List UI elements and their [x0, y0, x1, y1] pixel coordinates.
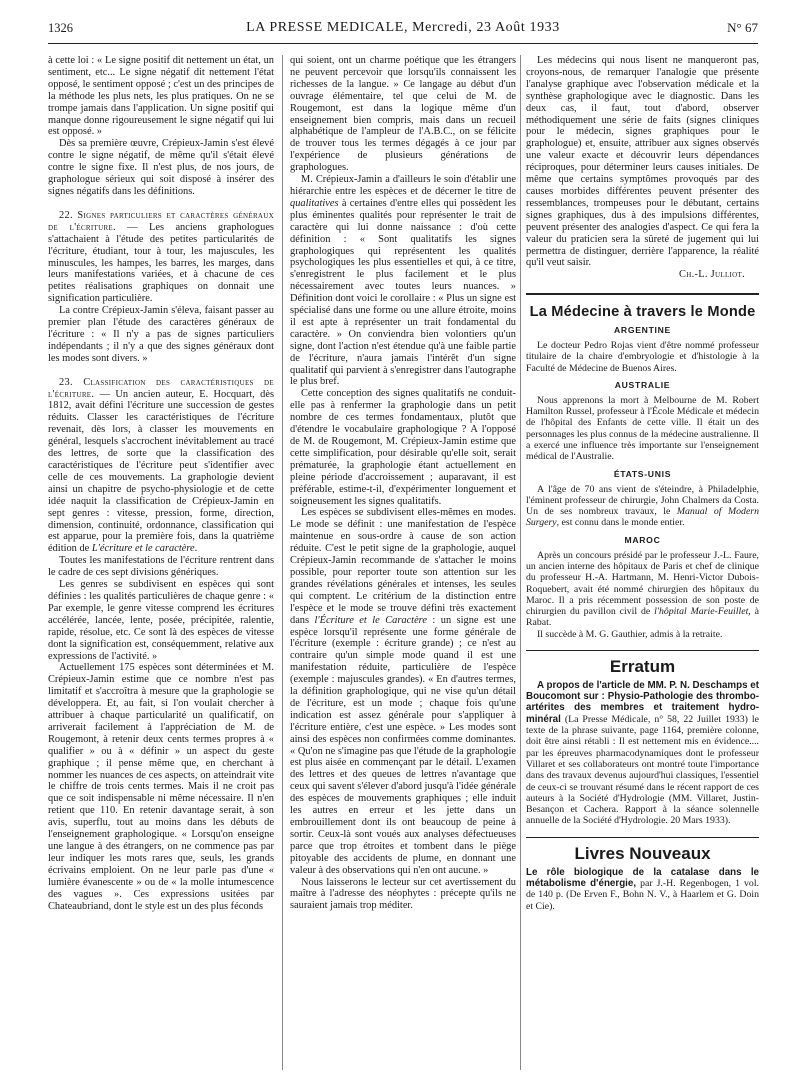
- section-title-monde: La Médecine à travers le Monde: [529, 304, 756, 321]
- paragraph-text: Les espèces se subdivisent elles-mêmes en modes. Le mode se définit : une manifestation de l'espèce maintenue en sous-ordre à cause de son action réduite. C'est le petit signe de la graphologie, auquel Crépieux-Jamin recommande de s'attacher le moins possible, pour reporter toute son attention sur les grandes révélations générales et intenses, les seules qui comptent. Le critérium de la distinction entre l'espèce et le mode se trouve défini très exactement dans: [290, 507, 516, 626]
- paragraph: Actuellement 175 espèces sont déterminées et M. Crépieux-Jamin estime que ce nombre n'est pas limitatif et s'accroîtra à mesure que la graphologie se développera. Et, au fait, si l'on voulait chercher à attribuer à chaque particularité un qualificatif, on arriverait facilement à l'appréciation de M. de Rougemont, à retenir deux cents termes propres à « qualifier » ou à « définir » un aspect du geste graphique ; il pense même que, en cherchant à nommer les nuances de ces aspects, on atteindrait vite le chiffre de trois cents termes. Mais il ne croit pas que ce soit indispensable ni même nécessaire. Il n'en retient que 110. En retenir davantage serait, à son avis, superflu, tout au moins dans les débuts de l'enseignement graphologique. « Lorsqu'on enseigne une langue à des étrangers, on ne commence pas par leur indiquer les mots rares que, seuls, les grands écrivains emploient. On ne leur parle pas d'une « lumière évanescente » ou de « la molle intumescence des vagues ». Ces expressions usitées par Chateaubriand, dont le style est un des plus féconds: [48, 662, 274, 912]
- section-title-erratum: Erratum: [609, 656, 676, 676]
- book-lead: Le rôle biologique de la catalase dans le métabolisme d'énergie,: [526, 866, 759, 889]
- paragraph-text: (La Presse Médicale, n° 58, 22 Juillet 1933) le texte de la phrase suivante, page 1164, première colonne, doit être ainsi rétabli : Il est nettement mis en évidence.... par les épreuves pharmacodynamiques dont le professeur Villaret et ses collaborateurs ont montré toute l'importance dans des travaux devenus aujourd'hui classiques, l'essentiel de ceux-ci se trouvant résumé dans le récent rapport de ces auteurs à la Société d'Hydrologie (MM. Villaret, Justin-Besançon et Cachera. Rapport à la séance solennelle annuelle de la Société d'Hydrologie. 20 Mars 1933).: [526, 713, 759, 827]
- paragraph-text: à certaines d'entre elles qui possèdent les plus éminentes qualités pour représenter le trait de caractère qui lui donne naissance : d'où cette définition : « Sont qualitatifs les signes graphologiques qui représentent les qualités psychologiques les plus essentielles et qui, à ce titre, s'enregistrent le plus facilement et le plus nécessairement avec toutes leurs nuances. » Définition dont voici le corollaire : « Plus un signe est spécialisé dans une forme ou une allure étroite, moins il est apte à représenter un trait fondamental du caractère. » On conviendra bien volontiers qu'un signe, dont l'action n'est étendue qu'à une faible partie de l'écriture, n'aura jamais l'intérêt d'un signe qualitatif qui parvient à s'enregistrer dans l'autographe le plus bref.: [290, 197, 516, 388]
- page-number: 1326: [48, 21, 73, 35]
- country-heading: ÉTATS-UNIS: [613, 468, 672, 479]
- issue-number: N° 67: [727, 20, 758, 35]
- paragraph-text: , est connu dans le monde entier.: [556, 517, 685, 529]
- paragraph: [48, 210, 274, 305]
- paragraph-text: A l'âge de 70 ans vient de s'éteindre, à Philadelphie, l'éminent professeur de chirurgie, John Chalmers da Costa. Un de ses nombreux travaux, le: [526, 483, 759, 518]
- paragraph-text: : un signe est une espèce lorsqu'il représente une forme générale de l'écriture (exemple : écriture grande) ; ce n'est au contraire qu'un simple mode quand il est une manifestation réduite, particulière de l'espèce (exemple : majuscules grandes). « En d'autres termes, la définition graphologique, qui ne vise qu'un détail de l'écriture, est un mode ; chaque fois qu'une indication est assez générale pour s'appliquer à l'écriture entière, c'est une espèce. » Les modes sont ainsi des espèces non confirmées comme dominantes. « Qu'on ne s'imagine pas que l'étude de la graphologie est plus aisée en commençant par le détail. L'examen des lettres et des queues de lettres n'avantage que ceux qui savent s'élever d'abord jusqu'à l'idée générale des espèces de mouvements graphiques ; elle induit les autres en erreur et les jette dans un embrouillement dont ils ont beaucoup de peine à sortir. Ceux-là sont voués aux analyses défectueuses parce que trop étroites et tombent dans le piège pitoyable des accidents de plume, en donnant une valeur à des observations qui n'en ont aucune. »: [290, 614, 516, 876]
- journal-title: LA PRESSE MEDICALE, Mercredi, 23 Août 1933: [246, 20, 560, 35]
- section-separator: [526, 650, 759, 651]
- book-entry: [526, 867, 759, 912]
- column-1: [48, 55, 274, 912]
- paragraph-text: Après un concours présidé par le professeur J.-L. Faure, un ancien interne des hôpitaux de Paris et chef de clinique du professeur H.-A. Hartmann, M. Henri-Victor Dubois-Roquebert, avait été nommé chirurgien des hôpitaux du Maroc. Il a pris récemment possession de son poste de chirurgien du pavillon civil de: [526, 549, 759, 618]
- paragraph: [290, 174, 516, 388]
- section-separator: [526, 837, 759, 838]
- author-signature: Ch.-L. Julliot.: [679, 269, 745, 281]
- page-header: [48, 21, 758, 43]
- paragraph-text: M. Crépieux-Jamin a d'ailleurs le soin d'établir une hiérarchie entre les espèces et de décerner le titre de: [290, 174, 516, 197]
- emphasis: qualitatives: [290, 197, 339, 209]
- paragraph: qui soient, ont un charme poétique que les étrangers ne peuvent percevoir que lorsqu'ils connaissent les richesses de la langue. » Ce langage au début d'un ouvrage élémentaire, tel que celui de M. de Rougemont, est dans la logique même d'un enseignement bien compris, mais dans un recueil alphabétique de l'ampleur de l'A.B.C., on se félicite de trouver tous les termes dégagés à ce jour par l'expérience de plusieurs générations de graphologues.: [290, 55, 516, 174]
- paragraph: Dès sa première œuvre, Crépieux-Jamin s'est élevé contre le signe négatif, de même qu'il s'était élevé contre le signe fixe. Il n'est plus, de nos jours, de graphologue sérieux qui soit disposé à insérer des signes négatifs dans les définitions.: [48, 138, 274, 197]
- news-item: Il succède à M. G. Gauthier, admis à la retraite.: [537, 628, 723, 640]
- paragraph-text: , à Rabat.: [526, 606, 759, 629]
- paragraph-text: — Un ancien auteur, E. Hocquart, dès 1812, avait défini l'écriture une succession de gestes réduits. Classer les caractéristiques de l'écriture revenait, dès lors, à classer les mouvements en général, lesquels s'accrochent inévitablement au tracé des lettres, de sorte que la classification des caractéristiques de l'écriture peut s'identifier avec celle de ces mouvements. La graphologie devient ainsi un chapitre de psycho-physiologie et de cette idée naquit la classification de Crépieux-Jamin en sept genres : vitesse, pression, forme, direction, dimension, continuité, ordonnance, classification qui est apparue, pour la première fois, dans la quatrième édition de: [48, 388, 274, 555]
- paragraph: Les genres se subdivisent en espèces qui sont définies : les qualités particulières de chaque genre : « Par exemple, le genre vitesse comprend les écritures accélérée, lancée, lente, posée, précipitée, ralentie, rapide, résolue, etc. Ce sont là des espèces de vitesse dont la signification est, conséquemment, relative aux expressions de l'activité. »: [48, 579, 274, 662]
- country-heading: MAROC: [624, 534, 661, 545]
- paragraph-text: — Les anciens graphologues s'attachaient à l'étude des petites particularités de l'écriture, étudiant, tour à tour, les majuscules, les minuscules, les hampes, les barres, les marges, dans leurs manifestations variées, et à chacune de ces petites réalisations graphiques on donnait une signification particulière.: [48, 221, 274, 305]
- column-3: [526, 55, 759, 912]
- news-item: Le docteur Pedro Rojas vient d'être nommé professeur titulaire de la chaire d'embryologie et d'histologie à la Faculté de Médecine de Buenos Aires.: [526, 340, 759, 374]
- book-title: Manual of Modern Surgery: [526, 506, 760, 529]
- book-title: L'écriture et le caractère: [91, 543, 195, 555]
- column-divider: [520, 55, 521, 1070]
- paragraph: Les médecins qui nous lisent ne manqueront pas, croyons-nous, de remarquer l'analogie que présente l'analyse graphique avec l'observation médicale et la synthèse graphologique avec le diagnostic. Dans les deux cas, il faut, tout d'abord, observer méthodiquement une série de faits (signes cliniques pour le médecin, signes graphiques pour le graphologue) et, ensuite, attribuer aux signes observés une valeur exacte et découvrir leurs dépendances réciproques, pour déterminer leurs causes initiales. De même que certains symptômes provoqués par des causes morbides différentes peuvent présenter des ressemblances, trompeuses pour le débutant, certains signes graphiques, dus à des impulsions différentes, peuvent présenter des analogies d'aspect. Ce qui fera la valeur du praticien sera la sûreté de jugement qui lui permettra de distinguer, derrière l'apparence, la réalité qu'il veut saisir.: [526, 55, 759, 269]
- column-2: [290, 55, 516, 912]
- paragraph: à cette loi : « Le signe positif dit nettement un état, un sentiment, etc... Le signe négatif dit nettement l'état opposé, le sentiment opposé ; c'est un des principes de la méthode les plus nets, les plus pratiques. On ne se trompe jamais dans l'application. Un signe positif qui manque donne rigoureusement le signe négatif qui lui est opposé. »: [48, 55, 274, 138]
- news-item: [526, 484, 759, 529]
- book-title: l'Écriture et le Caractère: [314, 614, 427, 626]
- news-item: Nous apprenons la mort à Melbourne de M. Robert Hamilton Russel, professeur à l'École Médicale et médecin de l'hôpital des Enfants de cette ville. Il était un des personnages les plus connus de la médecine australienne. Il a exercé une influence très importante sur l'enseignement médical de l'Australie.: [526, 394, 759, 463]
- section-separator: [526, 293, 759, 295]
- place-name: l'hôpital Marie-Feuillet: [654, 606, 749, 618]
- section-heading: 22. Signes particuliers et caractères généraux de l'écriture.: [48, 209, 274, 233]
- news-item: [526, 550, 759, 629]
- header-rule: [48, 43, 758, 44]
- erratum-lead: A propos de l'article de MM. P. N. Deschamps et Boucomont sur : Physio-Pathologie des thrombo-artérites des membres et traitement hydro-minéral: [526, 679, 759, 725]
- section-heading: 23. Classification des caractéristiques de l'écriture.: [48, 376, 274, 400]
- paragraph-text: par J.-H. Regenbogen, 1 vol. de 140 p. (De Erven F., Bohn N. V., à Haarlem et G. Doin et Cie).: [526, 877, 760, 912]
- paragraph: [290, 507, 516, 876]
- paragraph: Cette conception des signes qualitatifs ne conduit-elle pas à renfermer la graphologie dans un petit nombre de ces termes fondamentaux, plutôt que d'étendre le vocabulaire graphologique ? A l'opposé de M. de Rougemont, M. Crépieux-Jamin estime que cette simplification, pour désirable qu'elle soit, serait prématurée, la graphologie étant actuellement en pleine période d'accroissement ; auparavant, il est préférable, estime-t-il, d'expérimenter longuement et soigneusement les signes qualitatifs.: [290, 388, 516, 507]
- erratum-text: [526, 680, 759, 827]
- paragraph: 23. Classification des caractéristiques de l'écriture. — Un ancien auteur, E. Hocquart, dès 1812, avait défini l'écriture une succession de gestes réduits. Classer les caractéristiques de l'écriture revenait, dès lors, à classer les mouvements en général, lesquels s'accrochent inévitablement au tracé des lettres, de sorte que la classification des caractéristiques de l'écriture peut s'identifier avec celle de ces mouvements. La graphologie devient ainsi un chapitre de psycho-physiologie et de cette idée naquit la classification de Crépieux-Jamin en sept genres : vitesse, pression, forme, direction, dimension, continuité, ordonnance, classification qui est apparue, pour la première fois, dans la quatrième édition de L'écriture et le caractère.: [48, 376, 274, 555]
- section-title-livres: Livres Nouveaux: [574, 843, 711, 863]
- column-divider: [282, 55, 283, 1070]
- paragraph: La contre Crépieux-Jamin s'éleva, faisant passer au premier plan l'étude des caractères généraux de l'écriture : « Il n'y a pas de signes particuliers indépendants ; il n'y a que des signes généraux dont les modes sont divers. »: [48, 305, 274, 364]
- country-heading: ARGENTINE: [614, 325, 671, 336]
- paragraph: Toutes les manifestations de l'écriture rentrent dans le cadre de ces sept divisions génériques.: [48, 555, 274, 579]
- paragraph: Nous laisserons le lecteur sur cet avertissement du maître à l'adresse des néophytes : précepte qu'ils ne sauraient jamais trop méditer.: [290, 876, 516, 912]
- country-heading: AUSTRALIE: [614, 379, 671, 390]
